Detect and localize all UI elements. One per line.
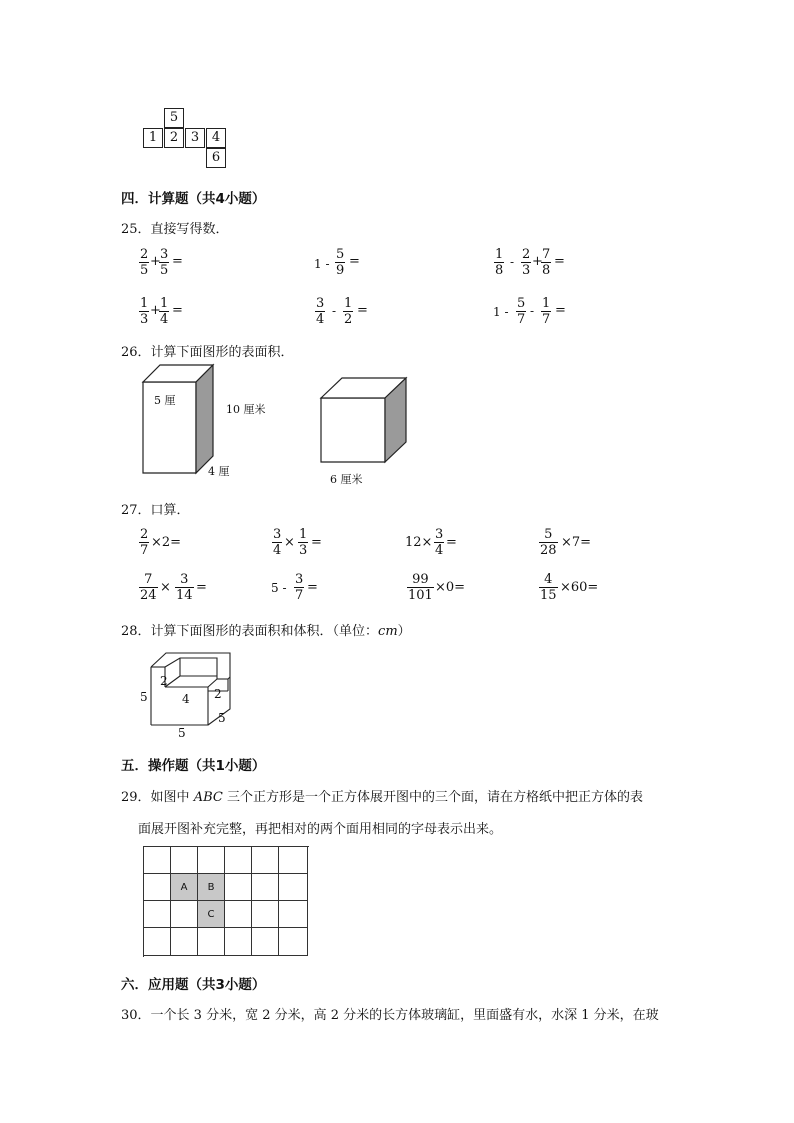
fraction: $\frac{2}{5}$ — [140, 247, 149, 278]
equals: = — [311, 535, 322, 550]
q28-label-height: 5 — [140, 690, 148, 704]
equals: = — [357, 303, 368, 318]
equals: = — [196, 580, 207, 595]
fraction: $\frac{3}{14}$ — [176, 572, 193, 603]
lead-term: 1 - — [314, 257, 330, 271]
fraction: $\frac{1}{3}$ — [299, 527, 308, 558]
fraction: $\frac{3}{4}$ — [435, 527, 444, 558]
equals: = — [446, 535, 457, 550]
q28-label-cut-width: 4 — [182, 692, 190, 706]
operator: × — [160, 580, 171, 595]
net-cell: 6 — [206, 148, 226, 168]
fraction: $\frac{1}{3}$ — [140, 296, 149, 327]
fraction: $\frac{3}{5}$ — [160, 247, 169, 278]
section-heading: 六．应用题（共3小题） — [121, 977, 266, 993]
cuboid-height-label: 10 厘米 — [226, 403, 266, 416]
cube-figure — [321, 378, 406, 462]
lead-term: 12× — [405, 535, 433, 550]
square-grid[interactable] — [143, 846, 309, 957]
question-28-prompt: 28．计算下面图形的表面积和体积．（单位：cm） — [121, 624, 411, 639]
operator-tail: ×60= — [560, 580, 599, 595]
fraction: $\frac{2}{3}$ — [522, 247, 531, 278]
question-29-line2: 面展开图补充完整，再把相对的两个面用相同的字母表示出来。 — [138, 822, 503, 837]
q28-label-cut-height: 2 — [214, 687, 222, 701]
q26-figures — [135, 362, 435, 492]
question-30-text: 30．一个长 3 分米，宽 2 分米，高 2 分米的长方体玻璃缸，里面盛有水，水深 1 分米，在玻 — [121, 1008, 659, 1023]
fraction: $\frac{7}{24}$ — [140, 572, 157, 603]
equals: = — [554, 254, 565, 269]
section-heading: 四．计算题（共4小题） — [121, 191, 266, 207]
net-cell: 1 — [143, 128, 163, 148]
fraction: $\frac{99}{101}$ — [408, 572, 433, 603]
operator: - — [530, 304, 535, 318]
equals: = — [172, 303, 183, 318]
net-cell: 5 — [164, 108, 184, 128]
fraction: $\frac{1}{4}$ — [160, 296, 169, 327]
grid-face-a: A — [171, 874, 198, 901]
net-cell: 2 — [164, 128, 184, 148]
lead-term: 5 - — [271, 581, 287, 595]
operator: × — [284, 535, 295, 550]
fraction: $\frac{4}{15}$ — [540, 572, 557, 603]
fraction: $\frac{5}{9}$ — [336, 247, 345, 278]
equals: = — [172, 254, 183, 269]
section-heading: 五．操作题（共1小题） — [121, 758, 266, 774]
net-cell: 3 — [185, 128, 205, 148]
fraction: $\frac{3}{7}$ — [295, 572, 304, 603]
fraction: $\frac{3}{4}$ — [273, 527, 282, 558]
fraction: $\frac{1}{2}$ — [344, 296, 353, 327]
operator: + — [150, 303, 161, 318]
fraction: $\frac{1}{7}$ — [542, 296, 551, 327]
fraction: $\frac{5}{28}$ — [540, 527, 557, 558]
cuboid-depth-label: 4 厘 — [208, 465, 230, 478]
net-cell: 4 — [206, 128, 226, 148]
fraction: $\frac{1}{8}$ — [495, 247, 504, 278]
operator: + — [532, 254, 543, 269]
equals: = — [555, 303, 566, 318]
question-29-line1: 29．如图中 ABC 三个正方形是一个正方体展开图中的三个面，请在方格纸中把正方体的表 — [121, 790, 643, 805]
cuboid-width-label: 5 厘 — [154, 394, 176, 407]
operator-tail: ×7= — [561, 535, 592, 550]
q28-label-cut-depth: 2 — [160, 674, 168, 688]
grid-face-c: C — [198, 901, 225, 928]
equals: = — [349, 254, 360, 269]
operator-tail: ×0= — [435, 580, 466, 595]
equals: = — [307, 580, 318, 595]
question-25-prompt: 25．直接写得数． — [121, 222, 229, 237]
operator-tail: ×2= — [151, 535, 182, 550]
cuboid-figure — [143, 365, 213, 473]
fraction: $\frac{5}{7}$ — [517, 296, 526, 327]
question-26-prompt: 26．计算下面图形的表面积． — [121, 345, 294, 360]
lead-term: 1 - — [493, 305, 509, 319]
operator: - — [510, 255, 515, 269]
q28-label-depth: 5 — [218, 711, 226, 725]
cube-edge-label: 6 厘米 — [330, 473, 363, 486]
q28-label-length: 5 — [178, 726, 186, 740]
fraction: $\frac{2}{7}$ — [140, 527, 149, 558]
question-27-prompt: 27．口算． — [121, 503, 190, 518]
grid-face-b: B — [198, 874, 225, 901]
operator: + — [150, 254, 161, 269]
operator: - — [332, 304, 337, 318]
fraction: $\frac{7}{8}$ — [542, 247, 551, 278]
fraction: $\frac{3}{4}$ — [316, 296, 325, 327]
